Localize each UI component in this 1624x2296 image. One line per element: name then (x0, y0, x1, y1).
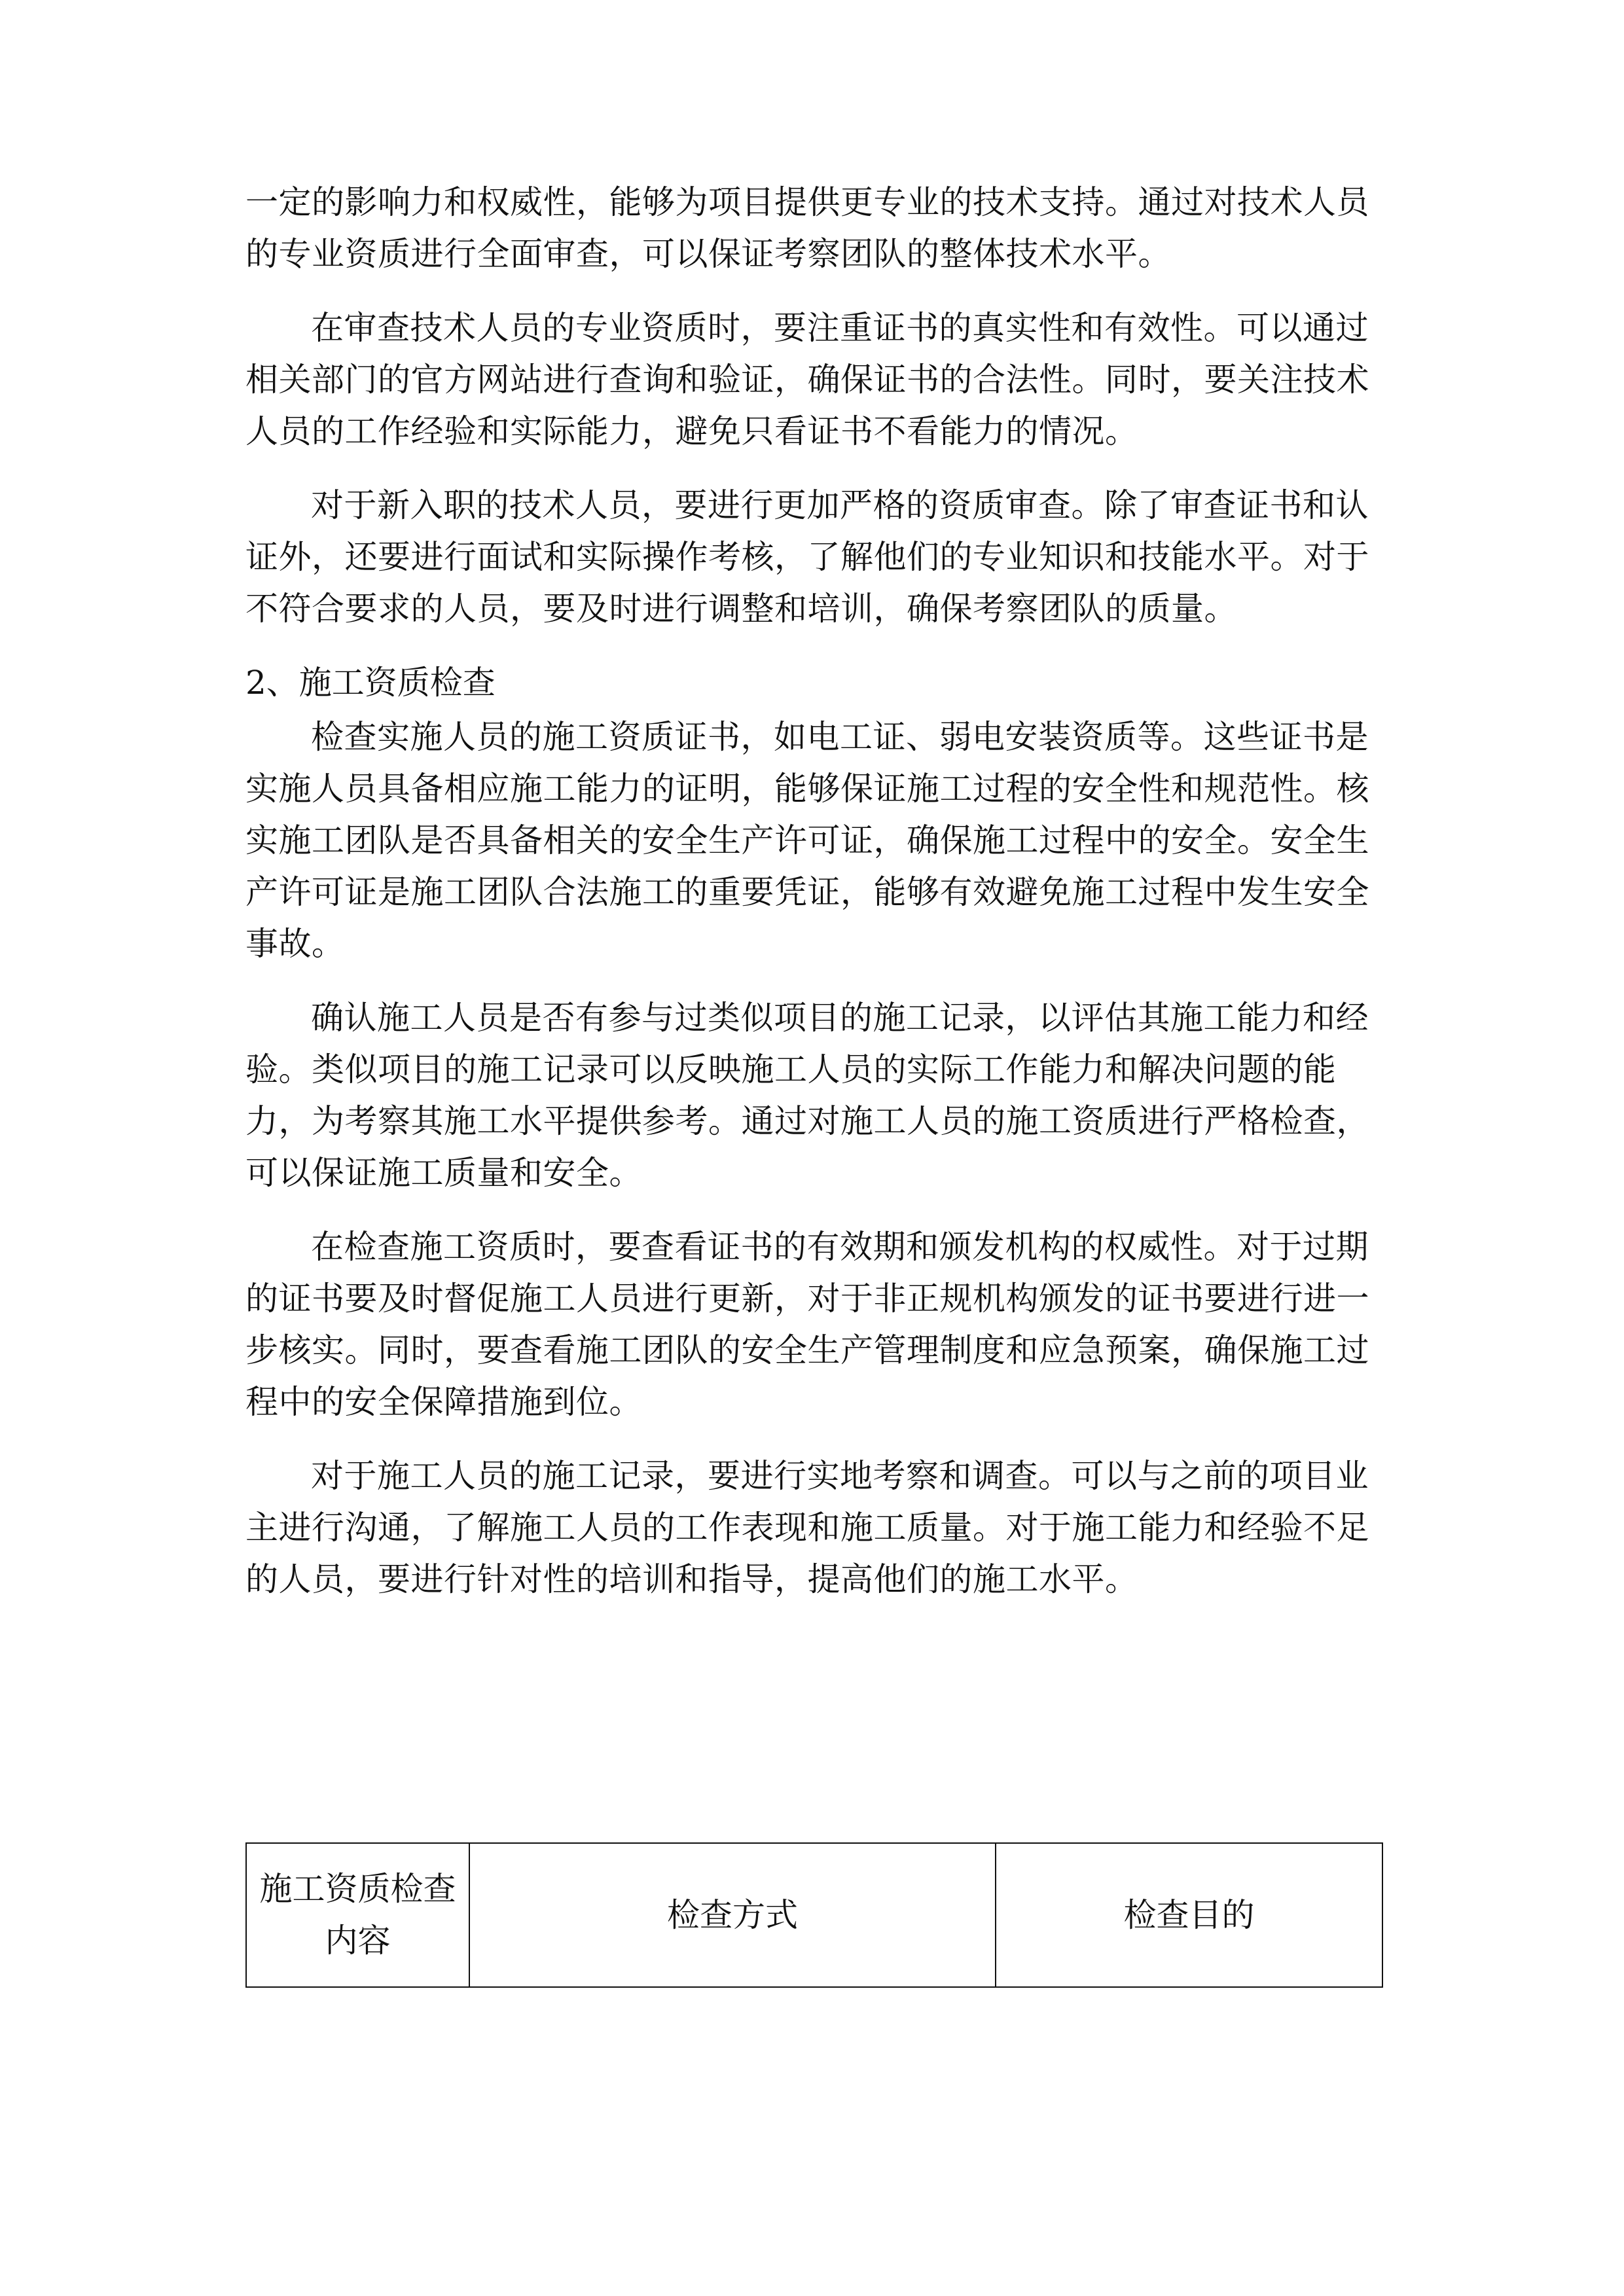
text-line: 证外，还要进行面试和实际操作考核，了解他们的专业知识和技能水平。对于 (245, 538, 1369, 576)
table-header-row (246, 1843, 1382, 1987)
paragraph (245, 480, 1381, 635)
text-line: 验。类似项目的施工记录可以反映施工人员的实际工作能力和解决问题的能 (245, 1050, 1337, 1088)
text-line: 力，为考察其施工水平提供参考。通过对施工人员的施工资质进行严格检查， (245, 1102, 1369, 1140)
header-cell-method (469, 1843, 996, 1987)
text-line: 的人员，要进行针对性的培训和指导，提高他们的施工水平。 (245, 1560, 1138, 1598)
text-line: 产许可证是施工团队合法施工的重要凭证，能够有效避免施工过程中发生安全 (245, 873, 1369, 911)
qualification-check-table (245, 1842, 1383, 1988)
paragraph (245, 1450, 1381, 1605)
header-text-line: 施工资质检查 (259, 1870, 456, 1908)
text-line: 步核实。同时，要查看施工团队的安全生产管理制度和应急预案，确保施工过 (245, 1331, 1369, 1369)
paragraph (245, 302, 1381, 457)
text-line: 人员的工作经验和实际能力，避免只看证书不看能力的情况。 (245, 412, 1138, 450)
text-line: 实施工团队是否具备相关的安全生产许可证，确保施工过程中的安全。安全生 (245, 821, 1369, 859)
section-heading: 2、施工资质检查 (245, 664, 496, 702)
text-line: 的专业资质进行全面审查，可以保证考察团队的整体技术水平。 (245, 235, 1171, 273)
text-line: 的证书要及时督促施工人员进行更新，对于非正规机构颁发的证书要进行进一 (245, 1280, 1369, 1318)
text-line: 对于新入职的技术人员，要进行更加严格的资质审查。除了审查证书和认 (311, 486, 1369, 524)
header-cell-purpose (996, 1843, 1382, 1987)
text-line: 事故。 (245, 925, 345, 963)
text-line: 一定的影响力和权威性，能够为项目提供更专业的技术支持。通过对技术人员 (245, 183, 1369, 221)
text-line: 主进行沟通，了解施工人员的工作表现和施工质量。对于施工能力和经验不足 (245, 1509, 1369, 1547)
paragraph (245, 1221, 1381, 1428)
text-line: 在检查施工资质时，要查看证书的有效期和颁发机构的权威性。对于过期 (311, 1228, 1369, 1266)
text-line: 不符合要求的人员，要及时进行调整和培训，确保考察团队的质量。 (245, 590, 1237, 628)
text-line: 实施人员具备相应施工能力的证明，能够保证施工过程的安全性和规范性。核 (245, 770, 1369, 808)
text-line: 检查实施人员的施工资质证书，如电工证、弱电安装资质等。这些证书是 (311, 718, 1369, 756)
text-line: 程中的安全保障措施到位。 (245, 1383, 642, 1421)
paragraph (245, 992, 1381, 1199)
text-line: 对于施工人员的施工记录，要进行实地考察和调查。可以与之前的项目业 (311, 1457, 1369, 1495)
text-line: 相关部门的官方网站进行查询和验证，确保证书的合法性。同时，要关注技术 (245, 361, 1369, 399)
header-cell-content (246, 1843, 469, 1987)
text-line: 在审查技术人员的专业资质时，要注重证书的真实性和有效性。可以通过 (311, 309, 1369, 347)
document-body (245, 177, 1381, 1628)
header-text-line: 检查目的 (1123, 1895, 1255, 1934)
header-text-line: 内容 (325, 1922, 391, 1960)
text-line: 可以保证施工质量和安全。 (245, 1154, 642, 1192)
text-line: 确认施工人员是否有参与过类似项目的施工记录，以评估其施工能力和经 (311, 999, 1369, 1037)
paragraph (245, 711, 1381, 970)
header-text-line: 检查方式 (667, 1895, 798, 1934)
paragraph (245, 177, 1381, 280)
